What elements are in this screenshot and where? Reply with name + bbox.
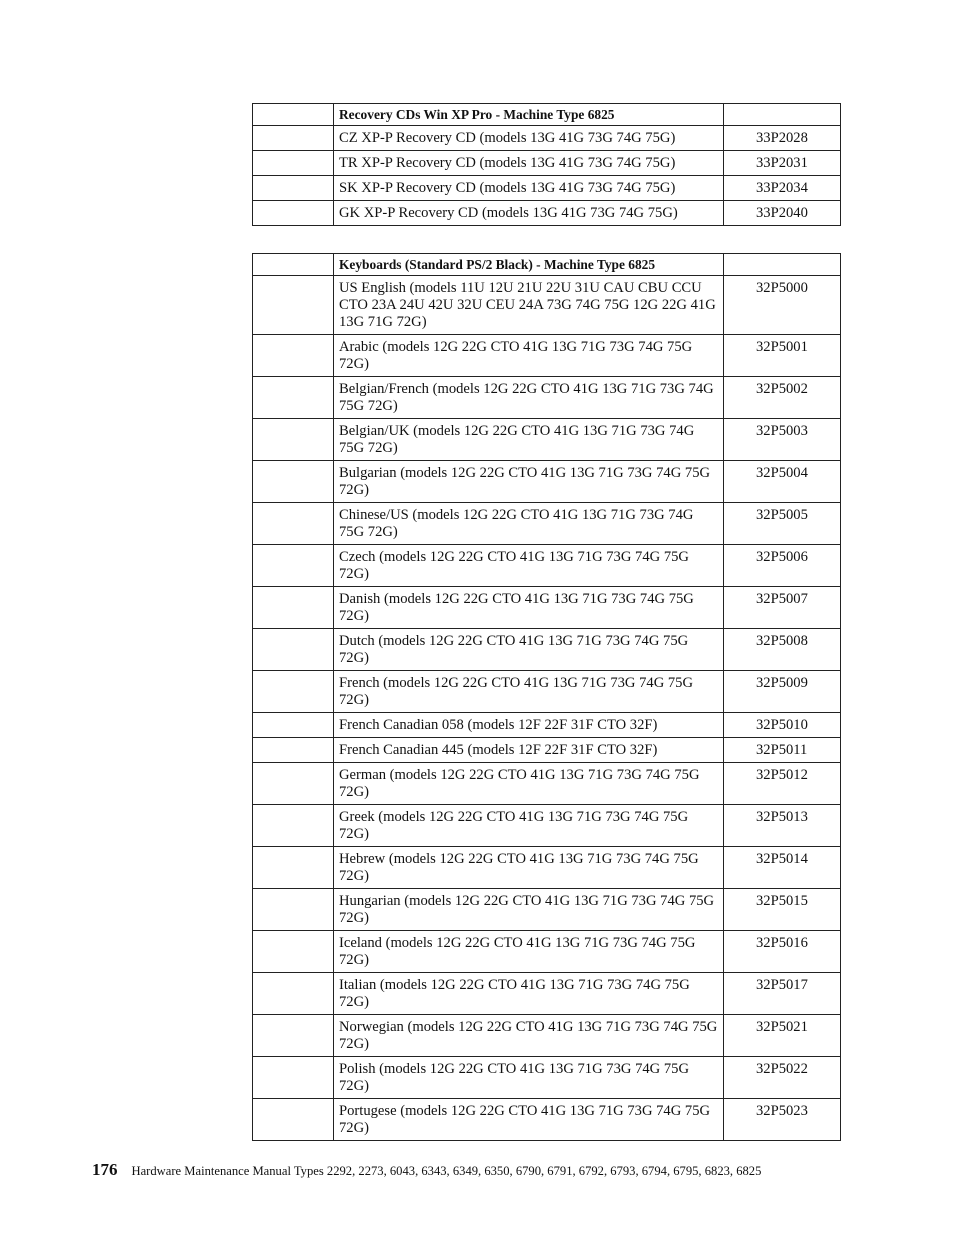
fru-number: 32P5006 [724,545,841,587]
part-description: Dutch (models 12G 22G CTO 41G 13G 71G 73G 74G 75G 72G) [334,629,724,671]
table-header: Recovery CDs Win XP Pro - Machine Type 6825 [334,104,724,126]
index-cell [253,545,334,587]
index-cell [253,276,334,335]
fru-number: 33P2040 [724,201,841,226]
table-row [253,419,841,461]
table-row [253,335,841,377]
part-description: French (models 12G 22G CTO 41G 13G 71G 73G 74G 75G 72G) [334,671,724,713]
index-cell [253,931,334,973]
table-row [253,763,841,805]
fru-number: 32P5013 [724,805,841,847]
part-description: Czech (models 12G 22G CTO 41G 13G 71G 73G 74G 75G 72G) [334,545,724,587]
fru-number: 32P5003 [724,419,841,461]
fru-number: 32P5004 [724,461,841,503]
index-cell [253,738,334,763]
part-description: Polish (models 12G 22G CTO 41G 13G 71G 73G 74G 75G 72G) [334,1057,724,1099]
part-description: Greek (models 12G 22G CTO 41G 13G 71G 73G 74G 75G 72G) [334,805,724,847]
index-cell [253,201,334,226]
index-cell [253,629,334,671]
part-description: GK XP-P Recovery CD (models 13G 41G 73G 74G 75G) [334,201,724,226]
table-header: Keyboards (Standard PS/2 Black) - Machine Type 6825 [334,254,724,276]
part-description: Italian (models 12G 22G CTO 41G 13G 71G 73G 74G 75G 72G) [334,973,724,1015]
fru-number: 32P5011 [724,738,841,763]
index-cell [253,1099,334,1141]
fru-number: 32P5022 [724,1057,841,1099]
index-cell [253,503,334,545]
fru-number: 32P5023 [724,1099,841,1141]
part-description: Chinese/US (models 12G 22G CTO 41G 13G 71G 73G 74G 75G 72G) [334,503,724,545]
table-row [253,805,841,847]
table-row [253,931,841,973]
table-row [253,587,841,629]
part-description: TR XP-P Recovery CD (models 13G 41G 73G 74G 75G) [334,151,724,176]
fru-number: 32P5017 [724,973,841,1015]
fru-number: 33P2031 [724,151,841,176]
fru-number: 33P2034 [724,176,841,201]
recovery-cds-table [252,103,841,226]
part-description: Portugese (models 12G 22G CTO 41G 13G 71G 73G 74G 75G 72G) [334,1099,724,1141]
table-row [253,889,841,931]
table-row [253,201,841,226]
fru-number: 32P5016 [724,931,841,973]
index-cell [253,126,334,151]
table-row [253,671,841,713]
part-description: Arabic (models 12G 22G CTO 41G 13G 71G 73G 74G 75G 72G) [334,335,724,377]
part-description: German (models 12G 22G CTO 41G 13G 71G 73G 74G 75G 72G) [334,763,724,805]
index-cell [253,847,334,889]
fru-number: 32P5012 [724,763,841,805]
index-cell [253,151,334,176]
part-description: French Canadian 058 (models 12F 22F 31F CTO 32F) [334,713,724,738]
footer-title: Hardware Maintenance Manual Types 2292, 2273, 6043, 6343, 6349, 6350, 6790, 6791, 6792, 6793, 6794, 6795, 6823, 6825 [131,1164,762,1178]
index-cell [253,377,334,419]
fru-number: 32P5008 [724,629,841,671]
part-description: US English (models 11U 12U 21U 22U 31U CAU CBU CCU CTO 23A 24U 42U 32U CEU 24A 73G 74G 75G 12G 22G 41G 13G 71G 72G) [334,276,724,335]
fru-number: 32P5015 [724,889,841,931]
index-cell [253,1057,334,1099]
part-description: Hebrew (models 12G 22G CTO 41G 13G 71G 73G 74G 75G 72G) [334,847,724,889]
fru-header-cell [724,104,841,126]
fru-number: 32P5002 [724,377,841,419]
table-row [253,126,841,151]
table-row [253,629,841,671]
index-cell [253,889,334,931]
keyboards-table [252,253,841,1141]
table-row [253,276,841,335]
index-cell [253,713,334,738]
index-cell [253,335,334,377]
index-cell [253,587,334,629]
part-description: Hungarian (models 12G 22G CTO 41G 13G 71G 73G 74G 75G 72G) [334,889,724,931]
index-cell [253,254,334,276]
table-header-row [253,254,841,276]
index-cell [253,419,334,461]
fru-number: 32P5005 [724,503,841,545]
part-description: Danish (models 12G 22G CTO 41G 13G 71G 73G 74G 75G 72G) [334,587,724,629]
fru-number: 32P5000 [724,276,841,335]
table-row [253,1099,841,1141]
part-description: Iceland (models 12G 22G CTO 41G 13G 71G 73G 74G 75G 72G) [334,931,724,973]
index-cell [253,461,334,503]
table-row [253,503,841,545]
fru-number: 33P2028 [724,126,841,151]
table-row [253,973,841,1015]
page-footer [92,1160,761,1180]
table-row [253,176,841,201]
part-description: Norwegian (models 12G 22G CTO 41G 13G 71G 73G 74G 75G 72G) [334,1015,724,1057]
page-number: 176 [92,1160,118,1179]
part-description: CZ XP-P Recovery CD (models 13G 41G 73G 74G 75G) [334,126,724,151]
table-row [253,847,841,889]
index-cell [253,176,334,201]
table-row [253,151,841,176]
table-row [253,738,841,763]
index-cell [253,973,334,1015]
table-row [253,377,841,419]
table-row [253,461,841,503]
index-cell [253,1015,334,1057]
part-description: Belgian/UK (models 12G 22G CTO 41G 13G 71G 73G 74G 75G 72G) [334,419,724,461]
fru-number: 32P5014 [724,847,841,889]
part-description: SK XP-P Recovery CD (models 13G 41G 73G 74G 75G) [334,176,724,201]
table-row [253,1057,841,1099]
fru-number: 32P5001 [724,335,841,377]
table-header-row [253,104,841,126]
index-cell [253,104,334,126]
fru-number: 32P5010 [724,713,841,738]
index-cell [253,805,334,847]
part-description: Belgian/French (models 12G 22G CTO 41G 13G 71G 73G 74G 75G 72G) [334,377,724,419]
part-description: French Canadian 445 (models 12F 22F 31F CTO 32F) [334,738,724,763]
fru-number: 32P5007 [724,587,841,629]
fru-number: 32P5021 [724,1015,841,1057]
table-row [253,713,841,738]
fru-number: 32P5009 [724,671,841,713]
fru-header-cell [724,254,841,276]
table-row [253,1015,841,1057]
part-description: Bulgarian (models 12G 22G CTO 41G 13G 71G 73G 74G 75G 72G) [334,461,724,503]
index-cell [253,671,334,713]
index-cell [253,763,334,805]
table-row [253,545,841,587]
